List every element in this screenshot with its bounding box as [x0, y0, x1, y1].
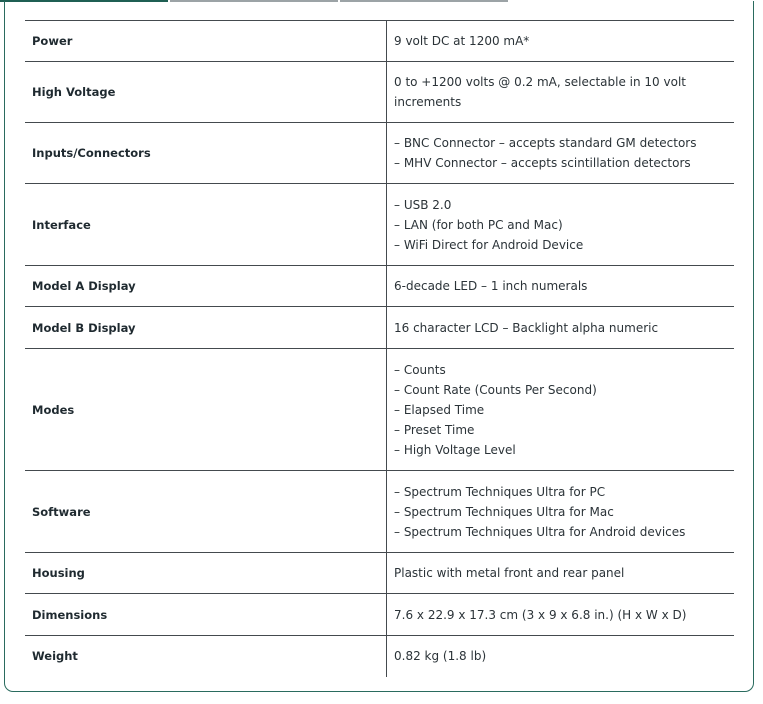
- spec-value-line: – Preset Time: [394, 422, 475, 437]
- spec-value-line: – USB 2.0: [394, 197, 452, 212]
- spec-row: [25, 184, 734, 266]
- spec-value-line: – WiFi Direct for Android Device: [394, 237, 584, 252]
- spec-value: [387, 471, 735, 553]
- spec-value-line: – MHV Connector – accepts scintillation detectors: [394, 156, 691, 170]
- spec-value: [387, 594, 735, 636]
- spec-label: Housing: [25, 553, 387, 594]
- spec-row: [25, 636, 734, 677]
- spec-row: [25, 307, 734, 349]
- spec-value-line: – Elapsed Time: [394, 402, 485, 417]
- spec-value: [387, 184, 735, 266]
- spec-value-line: increments: [394, 95, 462, 109]
- spec-row: [25, 471, 734, 553]
- spec-value-line: 6-decade LED – 1 inch numerals: [394, 279, 588, 293]
- spec-value: [387, 307, 735, 349]
- spec-row: [25, 594, 734, 636]
- spec-label: Weight: [25, 636, 387, 677]
- spec-value: [387, 21, 735, 62]
- spec-value-line: – BNC Connector – accepts standard GM detectors: [394, 136, 697, 150]
- spec-label: Model A Display: [25, 266, 387, 307]
- spec-value-line: 0.82 kg (1.8 lb): [394, 649, 487, 664]
- spec-label: Software: [25, 471, 387, 553]
- spec-value-line: 7.6 x 22.9 x 17.3 cm (3 x 9 x 6.8 in.) (H x W x D): [394, 607, 687, 622]
- spec-row: [25, 123, 734, 184]
- spec-row: [25, 266, 734, 307]
- spec-label: High Voltage: [25, 62, 387, 123]
- spec-value: [387, 266, 735, 307]
- spec-label: Model B Display: [25, 307, 387, 349]
- spec-label: Power: [25, 21, 387, 62]
- spec-row: [25, 553, 734, 594]
- spec-value-line: – Spectrum Techniques Ultra for Android devices: [394, 524, 686, 539]
- specifications-table: [25, 20, 734, 677]
- spec-value-line: – Spectrum Techniques Ultra for Mac: [394, 504, 614, 519]
- spec-row: [25, 349, 734, 471]
- spec-value-line: – High Voltage Level: [394, 442, 516, 457]
- spec-value-line: 16 character LCD – Backlight alpha numeric: [394, 320, 659, 335]
- spec-value: [387, 636, 735, 677]
- spec-label: Dimensions: [25, 594, 387, 636]
- spec-value: [387, 62, 735, 123]
- spec-value-line: 0 to +1200 volts @ 0.2 mA, selectable in 10 volt: [394, 75, 686, 89]
- spec-label: Inputs/Connectors: [25, 123, 387, 184]
- spec-value: [387, 349, 735, 471]
- spec-value: [387, 553, 735, 594]
- spec-row: [25, 62, 734, 123]
- spec-label: Interface: [25, 184, 387, 266]
- spec-value: [387, 123, 735, 184]
- spec-value-line: – LAN (for both PC and Mac): [394, 217, 563, 232]
- spec-label: Modes: [25, 349, 387, 471]
- spec-value-line: 9 volt DC at 1200 mA*: [394, 34, 530, 48]
- spec-value-line: – Counts: [394, 362, 446, 377]
- spec-row: [25, 21, 734, 62]
- spec-value-line: – Spectrum Techniques Ultra for PC: [394, 484, 606, 499]
- spec-value-line: – Count Rate (Counts Per Second): [394, 382, 597, 397]
- spec-value-line: Plastic with metal front and rear panel: [394, 566, 625, 580]
